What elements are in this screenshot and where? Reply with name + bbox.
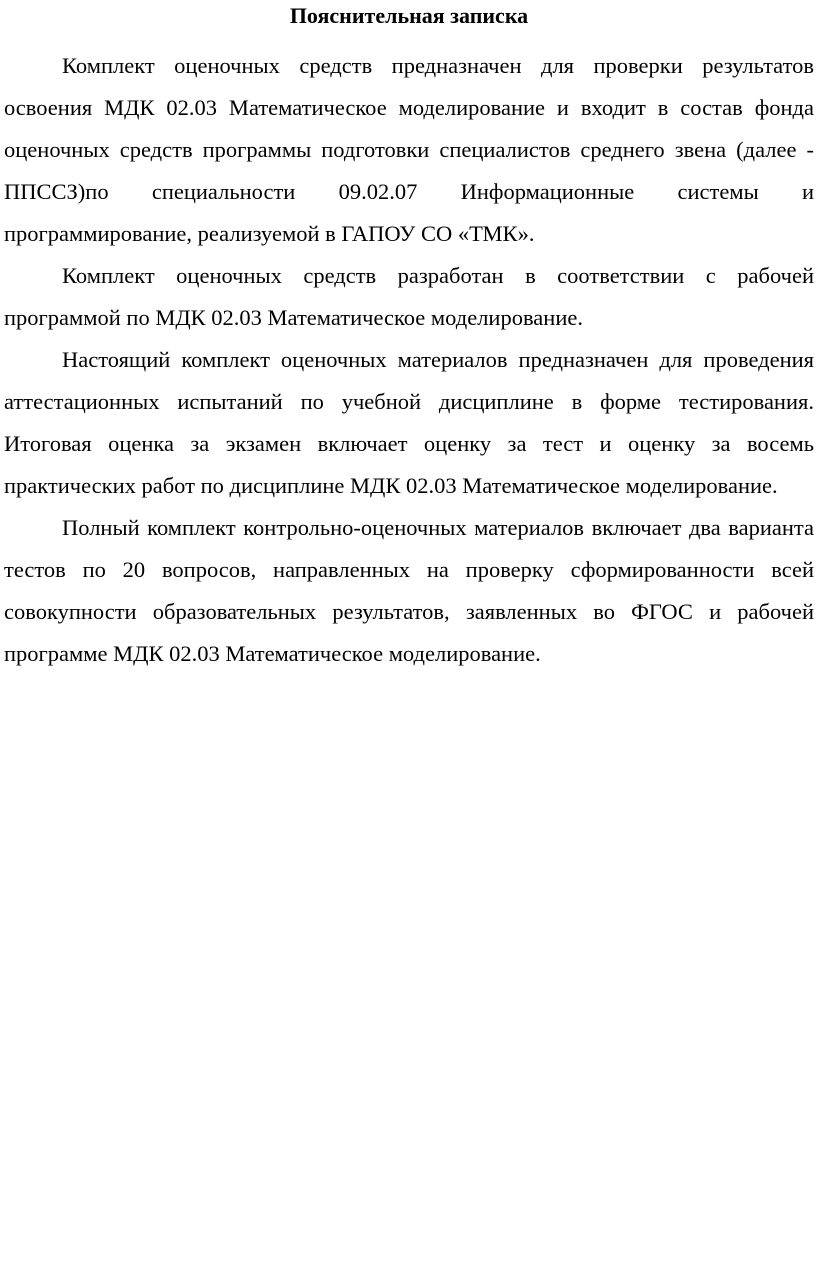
paragraph-purpose: Комплект оценочных средств предназначен для проверки результатов освоения МДК 02.03 Математическое моделирование и входит в состав фонда оценочных средств программы подготовки специалистов среднего звена (далее - ППССЗ)по специальности 09.02.07 Информационные системы и программирование, реализуемой в ГАПОУ СО «ТМК». [4, 53, 814, 246]
paragraph-assessment: Настоящий комплект оценочных материалов предназначен для проведения аттестационных испытаний по учебной дисциплине в форме тестирования. Итоговая оценка за экзамен включает оценку за тест и оценку за восемь практических работ по дисциплине МДК 02.03 Математическое моделирование. [4, 347, 814, 498]
paragraph-contents: Полный комплект контрольно-оценочных материалов включает два варианта тестов по 20 вопросов, направленных на проверку сформированности всей совокупности образовательных результатов, заявленных во ФГОС и рабочей программе МДК 02.03 Математическое моделирование. [4, 515, 814, 666]
paragraph-basis: Комплект оценочных средств разработан в соответствии с рабочей программой по МДК 02.03 Математическое моделирование. [4, 263, 814, 330]
document-title: Пояснительная записка [289, 3, 529, 28]
